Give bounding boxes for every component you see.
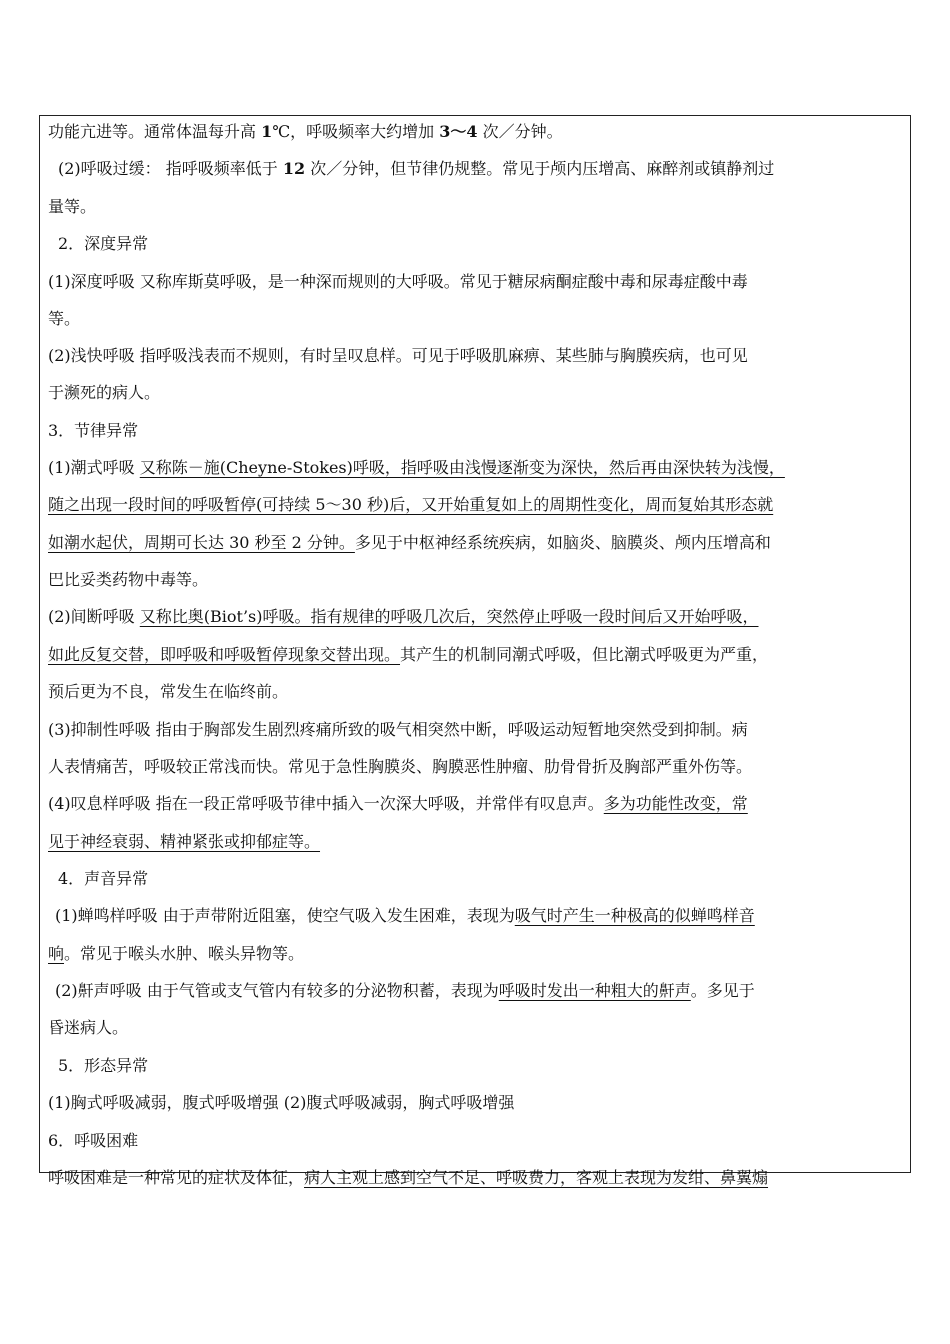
- section-heading: 4．声音异常: [58, 869, 149, 888]
- text-line: 见于神经衰弱、精神紧张或抑郁症等。: [48, 832, 321, 851]
- text-line: 响。常见于喉头水肿、喉头异物等。: [48, 944, 305, 963]
- text-line: 如潮水起伏，周期可长达 30 秒至 2 分钟。多见于中枢神经系统疾病，如脑炎、脑膜炎、颅内压增高和: [48, 533, 771, 552]
- text-line: (1)胸式呼吸减弱，腹式呼吸增强 (2)腹式呼吸减弱，胸式呼吸增强: [48, 1093, 515, 1112]
- text-line: (2)间断呼吸 又称比奥(Biot’s)呼吸。指有规律的呼吸几次后，突然停止呼吸一段时间后又开始呼吸，: [48, 607, 759, 626]
- section-heading: 5．形态异常: [58, 1056, 149, 1075]
- text-line: (2)鼾声呼吸 由于气管或支气管内有较多的分泌物积蓄，表现为呼吸时发出一种粗大的鼾声。多见于: [55, 981, 755, 1000]
- text-line: (4)叹息样呼吸 指在一段正常呼吸节律中插入一次深大呼吸，并常伴有叹息声。多为功能性改变，常: [48, 794, 748, 813]
- text-line: (1)潮式呼吸 又称陈－施(Cheyne-Stokes)呼吸，指呼吸由浅慢逐渐变为深快，然后再由深快转为浅慢，: [48, 458, 785, 477]
- section-heading: 2．深度异常: [58, 234, 149, 253]
- text-line: (2)呼吸过缓： 指呼吸频率低于 12 次／分钟，但节律仍规整。常见于颅内压增高、麻醉剂或镇静剂过: [58, 159, 775, 178]
- section-heading: 3．节律异常: [48, 421, 139, 440]
- text-line: 随之出现一段时间的呼吸暂停(可持续 5～30 秒)后，又开始重复如上的周期性变化，周而复始其形态就: [48, 495, 774, 514]
- section-heading: 6．呼吸困难: [48, 1131, 139, 1150]
- text-line: 如此反复交替，即呼吸和呼吸暂停现象交替出现。其产生的机制同潮式呼吸，但比潮式呼吸更为严重，: [48, 645, 769, 664]
- text-line: (1)深度呼吸 又称库斯莫呼吸，是一种深而规则的大呼吸。常见于糖尿病酮症酸中毒和尿毒症酸中毒: [48, 272, 748, 291]
- text-line: (2)浅快呼吸 指呼吸浅表而不规则，有时呈叹息样。可见于呼吸肌麻痹、某些肺与胸膜疾病，也可见: [48, 346, 748, 365]
- text-line: 预后更为不良，常发生在临终前。: [48, 682, 289, 701]
- text-line: 人表情痛苦，呼吸较正常浅而快。常见于急性胸膜炎、胸膜恶性肿瘤、肋骨骨折及胸部严重外伤等。: [48, 757, 753, 776]
- text-line: 于濒死的病人。: [48, 383, 161, 402]
- text-line: (3)抑制性呼吸 指由于胸部发生剧烈疼痛所致的吸气相突然中断，呼吸运动短暂地突然受到抑制。病: [48, 720, 748, 739]
- text-line: 等。: [48, 309, 81, 328]
- text-line: 呼吸困难是一种常见的症状及体征，病人主观上感到空气不足、呼吸费力，客观上表现为发绀、鼻翼煽: [48, 1168, 769, 1187]
- text-line: 昏迷病人。: [48, 1018, 129, 1037]
- text-line: 巴比妥类药物中毒等。: [48, 570, 209, 589]
- text-line: (1)蝉鸣样呼吸 由于声带附近阻塞，使空气吸入发生困难，表现为吸气时产生一种极高的似蝉鸣样音: [55, 906, 755, 925]
- text-line: 功能亢进等。通常体温每升高 1℃，呼吸频率大约增加 3～4 次／分钟。: [48, 122, 563, 141]
- text-line: 量等。: [48, 197, 97, 216]
